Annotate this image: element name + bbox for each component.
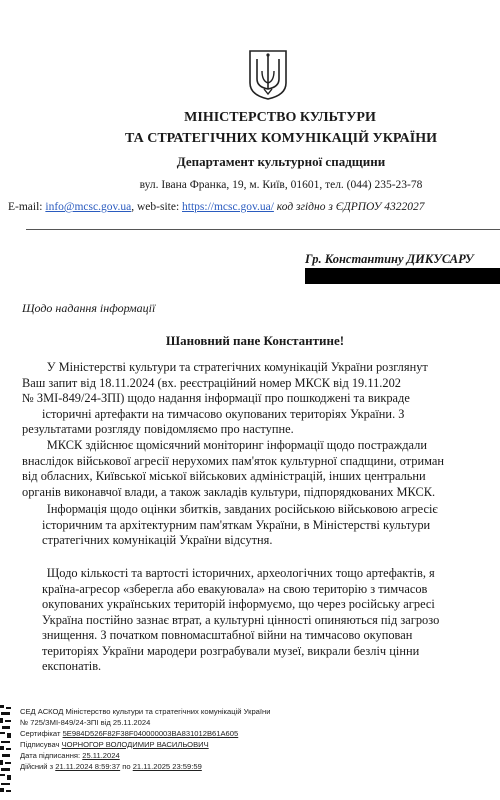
- website-label: , web-site:: [131, 201, 183, 213]
- paragraph-line: країна-агресор «зберегла або евакуювала» на свою територію з тимчасов: [42, 581, 428, 596]
- esign-system-line: СЕД АСКОД Міністерство культури та стратегічних комунікацій України: [20, 707, 271, 716]
- qr-code-icon: [0, 703, 12, 795]
- ministry-address: вул. Івана Франка, 19, м. Київ, 01601, тел. (044) 235-23-78: [139, 179, 423, 191]
- paragraph-line: територіях України мародери розграбували музеї, викрали безліч цінни: [42, 643, 420, 658]
- paragraph-line: МКСК здійснює щомісячний моніторинг інформації щодо постраждали: [22, 438, 427, 452]
- esign-registration-line: № 725/ЗМІ-849/24-ЗПІ від 25.11.2024: [20, 718, 151, 727]
- paragraph-line: від обласних, Київської міської військових адміністрацій, інших центральни: [22, 469, 426, 483]
- paragraph-line: Україна постійно зазнає втрат, а культурні цінності опиняються під загрозо: [42, 612, 440, 627]
- email-label: E-mail:: [8, 201, 46, 213]
- edrpou-code: код згідно з ЄДРПОУ 4322027: [273, 201, 425, 213]
- esign-validity-line: [20, 761, 270, 772]
- paragraph-line: історичним та архітектурним пам'яткам України, в Міністерстві культури: [42, 517, 431, 532]
- paragraph-line: стратегічних комунікацій України відсутня.: [42, 533, 273, 547]
- paragraph-line: історичні артефакти на тимчасово окупованих територіях України. З: [42, 406, 405, 421]
- certificate-id: 5E984D526F82F38F040000003BA831012B61A605: [62, 729, 239, 738]
- recipient-name: Гр. Константину ДИКУСАРУ: [305, 252, 474, 266]
- salutation: Шановний пане Константине!: [165, 333, 345, 348]
- signing-date: 25.11.2024: [82, 751, 120, 760]
- tryzub-coat-of-arms-icon: [248, 49, 288, 101]
- contact-line: [8, 201, 425, 213]
- paragraph-line: знищення. З початком повномасштабної війни на тимчасово окупован: [42, 628, 413, 642]
- paragraph-line: № ЗМІ-849/24-ЗПІ) щодо надання інформації про пошкоджені та викраде: [22, 391, 410, 405]
- certificate-label: Сертифікат: [20, 729, 63, 738]
- esign-certificate-line: [20, 728, 270, 739]
- electronic-signature-stamp: [0, 703, 500, 793]
- paragraph-3: [22, 502, 438, 549]
- paragraph-2: [22, 438, 444, 500]
- email-link[interactable]: info@mcsc.gov.ua: [45, 201, 132, 213]
- paragraph-line: експонатів.: [42, 659, 102, 673]
- validity-label: Дійсний з: [20, 762, 56, 771]
- paragraph-line: результатами розгляду повідомляємо про наступне.: [22, 422, 294, 436]
- valid-to: 21.11.2025 23:59:59: [132, 762, 202, 771]
- paragraph-line: Щодо кількості та вартості історичних, археологічних тощо артефактів, я: [22, 566, 435, 580]
- ministry-name-line1: МІНІСТЕРСТВО КУЛЬТУРИ: [184, 110, 376, 125]
- letterhead-divider: [26, 229, 500, 230]
- paragraph-4: [22, 566, 439, 675]
- paragraph-line: Ваш запит від 18.11.2024 (вх. реєстраційний номер МКСК від 19.11.202: [22, 375, 401, 390]
- signing-date-label: Дата підписання:: [20, 751, 83, 760]
- redaction-bar: [305, 268, 500, 284]
- valid-from: 21.11.2024 8:59:37: [55, 762, 121, 771]
- paragraph-line: У Міністерстві культури та стратегічних комунікацій України розглянут: [22, 360, 428, 374]
- validity-to-label: по: [120, 762, 133, 771]
- paragraph-line: внаслідок військової агресії нерухомих пам'яток культурної спадщини, отриман: [22, 453, 444, 468]
- paragraph-line: окупованих українських територій інформуємо, що через російську агресі: [42, 597, 435, 611]
- paragraph-line: органів виконавчої влади, а також закладів культури, підпорядкованих МКСК.: [22, 484, 436, 499]
- website-link[interactable]: https://mcsc.gov.ua/: [182, 201, 274, 213]
- ministry-name-line2: ТА СТРАТЕГІЧНИХ КОМУНІКАЦІЙ УКРАЇНИ: [124, 131, 438, 146]
- paragraph-1: [22, 360, 428, 438]
- esign-signer-line: [20, 739, 270, 750]
- paragraph-line: Інформація щодо оцінки збитків, завданих російською військовою агресіє: [22, 502, 438, 516]
- signer-name: ЧОРНОГОР ВОЛОДИМИР ВАСИЛЬОВИЧ: [61, 740, 209, 749]
- signer-label: Підписувач: [20, 740, 62, 749]
- esign-date-line: [20, 750, 270, 761]
- department-name: Департамент культурної спадщини: [176, 154, 386, 169]
- letter-subject: Щодо надання інформації: [22, 301, 156, 315]
